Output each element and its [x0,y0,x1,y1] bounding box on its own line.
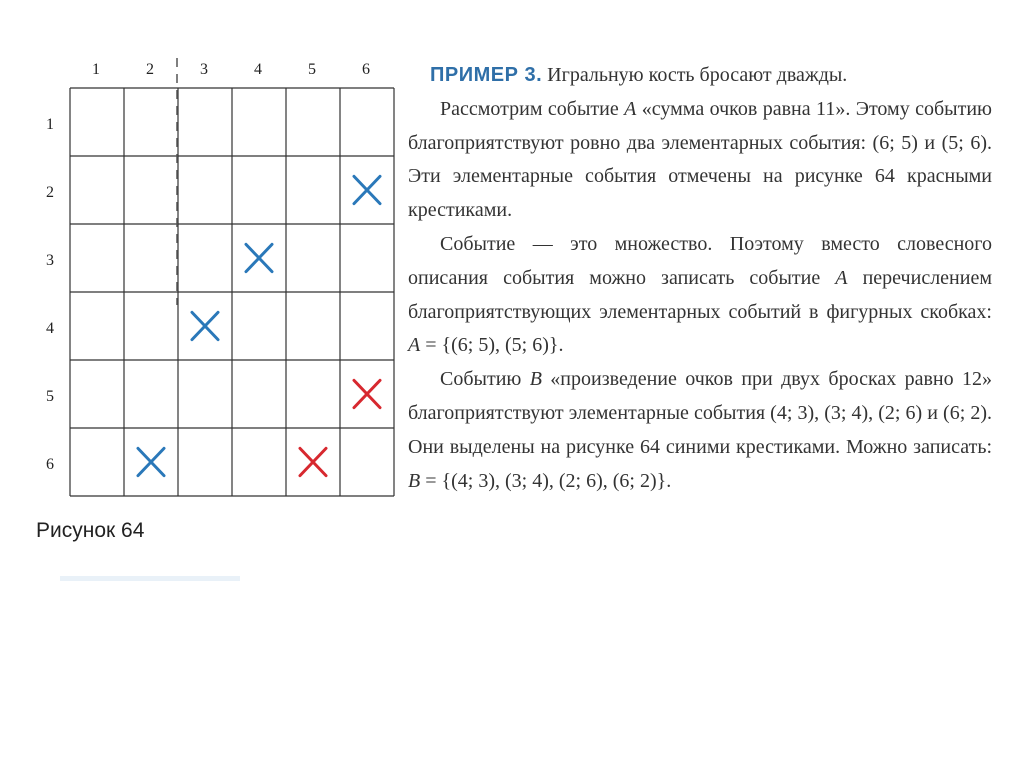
cross-marks [138,176,380,475]
p3-part-b: перечислением благоприятствующих элементарных событий в фигурных скобках: [408,266,992,323]
red-cross-mark [354,380,380,407]
row-label-6: 6 [46,456,54,473]
dice-outcomes-grid [0,0,420,560]
grid-lines [70,88,394,496]
col-label-6: 6 [362,61,370,78]
col-label-4: 4 [254,61,262,78]
p2-var-a: A [624,97,637,120]
blue-cross-mark [138,448,164,475]
red-cross-mark [300,448,326,475]
p4-part-c: = {(4; 3), (3; 4), (2; 6), (6; 2)}. [420,469,672,492]
row-label-1: 1 [46,116,54,133]
p4-part-a: Событию [440,368,530,391]
paragraph-4 [408,363,992,498]
row-label-2: 2 [46,184,54,201]
blue-cross-mark [354,176,380,203]
decorative-bar [60,576,240,581]
paragraph-1-text: Игральную кость бросают дважды. [547,64,848,86]
example-label: ПРИМЕР 3. [430,64,543,86]
figure-caption: Рисунок 64 [36,519,145,542]
p4-var-b: B [529,368,542,391]
p2-part-b: «сумма очков равна 11». Этому событию благоприятствуют ровно два элементарных события: (6; 5) и (5; 6). Эти элементарные события отмечены на рисунке 64 красными крестиками. [408,97,992,222]
blue-cross-mark [246,244,272,271]
example-text [408,59,992,498]
paragraph-1 [408,59,992,93]
col-label-2: 2 [146,61,154,78]
p3-var-a2: A [408,334,421,357]
p3-part-c: = {(6; 5), (5; 6)}. [420,334,564,357]
p3-part-a: Событие — это множество. Поэтому вместо словесного описания события можно записать событие [408,232,992,289]
row-label-3: 3 [46,252,54,269]
col-label-1: 1 [92,61,100,78]
col-label-3: 3 [200,61,208,78]
col-label-5: 5 [308,61,316,78]
paragraph-3 [408,228,992,363]
row-label-5: 5 [46,388,54,405]
p4-part-b: «произведение очков при двух бросках равно 12» благоприятствуют элементарные события (4; 3), (3; 4), (2; 6) и (6; 2). Они выделены на рисунке 64 синими крестиками. Можно записать: [408,368,992,458]
paragraph-2 [408,93,992,228]
p3-var-a: A [835,266,848,289]
p4-var-b2: B [408,469,421,492]
row-label-4: 4 [46,320,54,337]
p2-part-a: Рассмотрим событие [440,97,625,120]
blue-cross-mark [192,312,218,339]
